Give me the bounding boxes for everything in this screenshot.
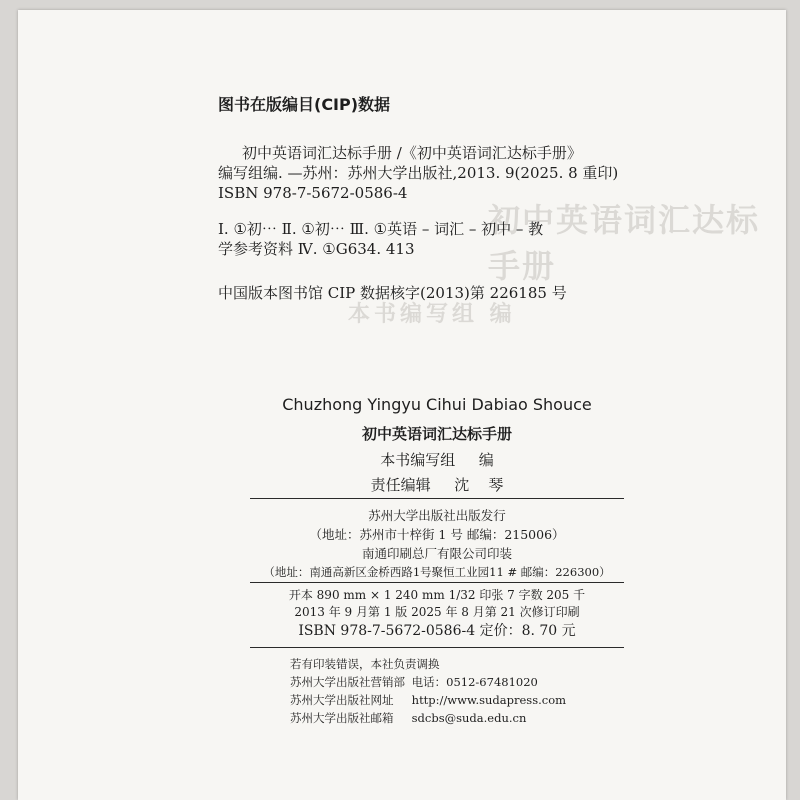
cip-line-title: 初中英语词汇达标手册 /《初中英语词汇达标手册》 — [242, 144, 582, 162]
responsible-editor-name: 沈 琴 — [454, 476, 504, 494]
author-name: 本书编写组 — [380, 451, 456, 469]
author-line — [250, 448, 624, 473]
contact-value: sdcbs@suda.edu.cn — [411, 711, 527, 725]
cip-data-block — [218, 92, 638, 303]
contact-row-marketing — [290, 673, 566, 691]
cip-classification-line-1: Ⅰ. ①初⋯ Ⅱ. ①初⋯ Ⅲ. ①英语 – 词汇 – 初中 – 教 — [218, 220, 544, 238]
contact-key: 苏州大学出版社营销部 — [290, 675, 405, 689]
printing-error-notice: 若有印装错误，本社负责调换 — [290, 657, 440, 671]
copyright-page — [18, 10, 786, 800]
contact-key: 苏州大学出版社邮箱 — [290, 711, 394, 725]
format-line: 开本 890 mm × 1 240 mm 1/32 印张 7 字数 205 千 — [288, 588, 586, 602]
contact-row-website — [290, 691, 566, 709]
divider-top — [250, 498, 624, 499]
cip-line-publisher: 编写组编. —苏州：苏州大学出版社,2013. 9(2025. 8 重印) — [218, 164, 619, 182]
cip-line-isbn: ISBN 978-7-5672-0586-4 — [218, 184, 408, 202]
author-role: 编 — [478, 451, 494, 469]
edition-line: 2013 年 9 月第 1 版 2025 年 8 月第 21 次修订印刷 — [294, 605, 580, 619]
bleed-through-title: 初中英语词汇达标手册 — [488, 201, 761, 285]
cip-heading: 图书在版编目(CIP)数据 — [218, 95, 391, 114]
editor-credits — [250, 448, 624, 498]
book-title: 初中英语词汇达标手册 — [361, 425, 512, 443]
publisher-name: 苏州大学出版社出版发行 — [368, 508, 506, 523]
printer-name: 南通印刷总厂有限公司印装 — [361, 546, 512, 561]
publisher-address: （地址：苏州市十梓街 1 号 邮编：215006） — [309, 527, 565, 542]
printer-address: （地址：南通高新区金桥西路1号聚恒工业园11 # 邮编：226300） — [263, 565, 611, 579]
contact-row-email — [290, 709, 566, 727]
cip-classification-line-2: 学参考资料 Ⅳ. ①G634. 413 — [218, 240, 415, 258]
contact-key: 苏州大学出版社网址 — [290, 693, 394, 707]
contact-block — [290, 655, 566, 727]
responsible-editor-line — [250, 473, 624, 498]
divider-middle — [250, 582, 624, 583]
responsible-editor-label: 责任编辑 — [370, 476, 431, 494]
isbn-price-line: ISBN 978-7-5672-0586-4 定价：8. 70 元 — [298, 623, 576, 639]
cip-record-number: 中国版本图书馆 CIP 数据核字(2013)第 226185 号 — [218, 284, 567, 302]
publisher-block — [250, 506, 624, 582]
pinyin-title: Chuzhong Yingyu Cihui Dabiao Shouce — [282, 395, 592, 414]
contact-value: 电话：0512-67481020 — [411, 675, 538, 689]
divider-bottom — [250, 647, 624, 648]
bleed-through-author: 本书编写组 编 — [348, 302, 516, 327]
specifications-block — [250, 587, 624, 640]
contact-value: http://www.sudapress.com — [411, 693, 567, 707]
